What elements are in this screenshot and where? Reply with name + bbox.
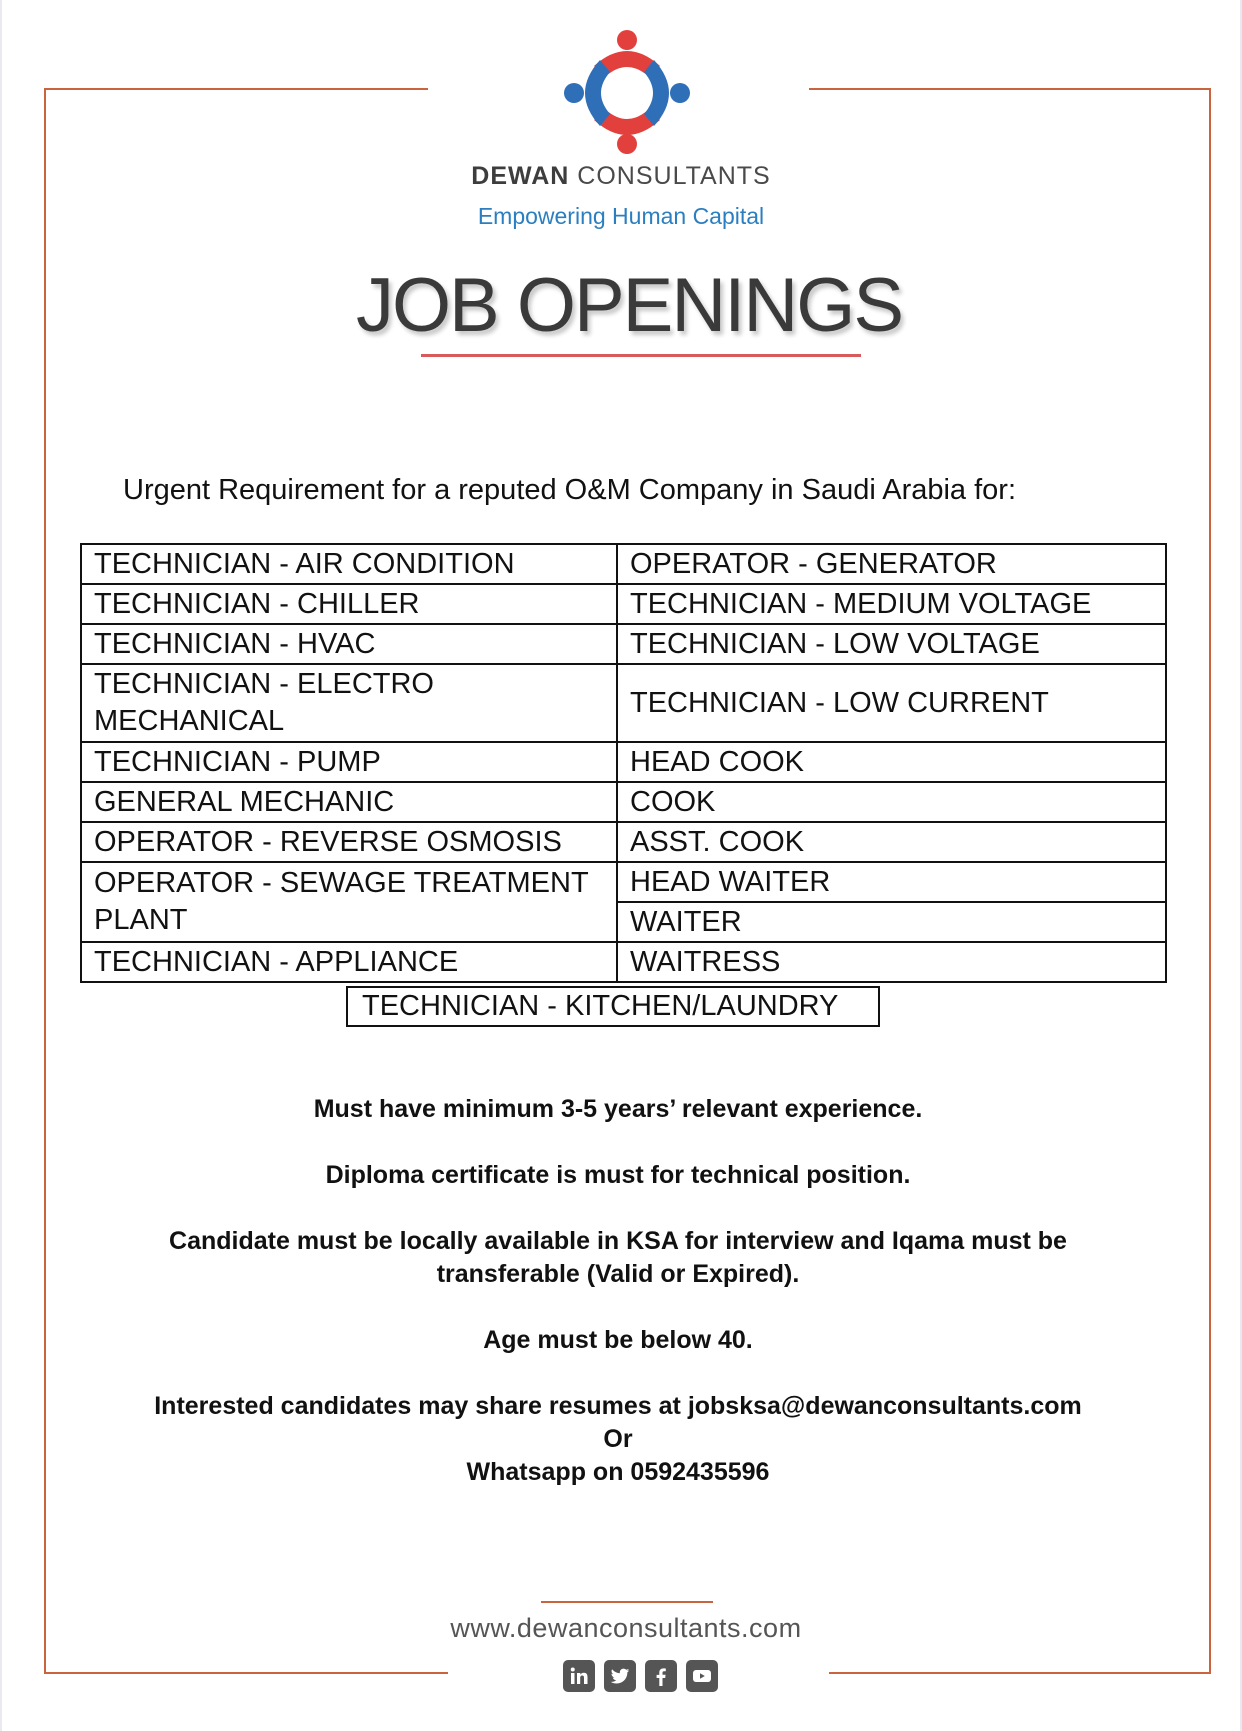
job-cell: HEAD COOK <box>617 742 1166 782</box>
frame-top-left <box>44 88 428 90</box>
linkedin-icon[interactable] <box>563 1660 595 1692</box>
job-cell: TECHNICIAN - LOW VOLTAGE <box>617 624 1166 664</box>
website-link[interactable]: www.dewanconsultants.com <box>450 1613 802 1643</box>
title-underline <box>421 354 861 357</box>
brand-tagline: Empowering Human Capital <box>477 203 765 229</box>
twitter-icon[interactable] <box>604 1660 636 1692</box>
requirement-availability-line1: Candidate must be locally available in KSA for interview and Iqama must be <box>169 1227 1067 1255</box>
job-cell: TECHNICIAN - HVAC <box>81 624 617 664</box>
dewan-logo-icon <box>560 26 694 160</box>
job-cell: HEAD WAITER <box>617 862 1166 902</box>
job-cell: OPERATOR - SEWAGE TREATMENT PLANT <box>81 862 617 942</box>
job-cell: TECHNICIAN - CHILLER <box>81 584 617 624</box>
contact-or: Or <box>603 1425 633 1453</box>
job-cell: TECHNICIAN - ELECTRO MECHANICAL <box>81 664 617 742</box>
job-cell: TECHNICIAN - PUMP <box>81 742 617 782</box>
requirement-diploma: Diploma certificate is must for technical position. <box>325 1161 911 1189</box>
contact-email-line: Interested candidates may share resumes at jobsksa@dewanconsultants.com <box>154 1392 1082 1420</box>
facebook-icon[interactable] <box>645 1660 677 1692</box>
job-cell: TECHNICIAN - MEDIUM VOLTAGE <box>617 584 1166 624</box>
contact-whatsapp: Whatsapp on 0592435596 <box>466 1458 770 1486</box>
job-cell-kitchen-laundry: TECHNICIAN - KITCHEN/LAUNDRY <box>346 986 880 1027</box>
frame-bottom-right <box>829 1672 1211 1674</box>
brand-name-rest: CONSULTANTS <box>569 162 771 190</box>
social-links <box>563 1660 718 1692</box>
job-cell: COOK <box>617 782 1166 822</box>
job-cell: ASST. COOK <box>617 822 1166 862</box>
brand-name <box>0 162 1242 191</box>
job-cell: OPERATOR - GENERATOR <box>617 544 1166 584</box>
frame-top-right <box>809 88 1211 90</box>
frame-bottom-left <box>44 1672 448 1674</box>
job-cell: TECHNICIAN - APPLIANCE <box>81 942 617 982</box>
job-cell: WAITRESS <box>617 942 1166 982</box>
requirement-age: Age must be below 40. <box>483 1326 753 1354</box>
brand-name-bold: DEWAN <box>471 162 570 190</box>
youtube-icon[interactable] <box>686 1660 718 1692</box>
intro-text: Urgent Requirement for a reputed O&M Company in Saudi Arabia for: <box>123 474 1017 506</box>
job-cell: TECHNICIAN - AIR CONDITION <box>81 544 617 584</box>
job-cell: OPERATOR - REVERSE OSMOSIS <box>81 822 617 862</box>
requirement-availability-line2: transferable (Valid or Expired). <box>436 1260 800 1288</box>
page-title: JOB OPENINGS <box>355 263 903 348</box>
footer-rule <box>541 1601 713 1603</box>
job-openings-table <box>80 543 1167 983</box>
job-cell: GENERAL MECHANIC <box>81 782 617 822</box>
requirement-experience: Must have minimum 3-5 years’ relevant experience. <box>313 1095 923 1123</box>
job-cell: TECHNICIAN - LOW CURRENT <box>617 664 1166 742</box>
job-cell: WAITER <box>617 902 1166 942</box>
